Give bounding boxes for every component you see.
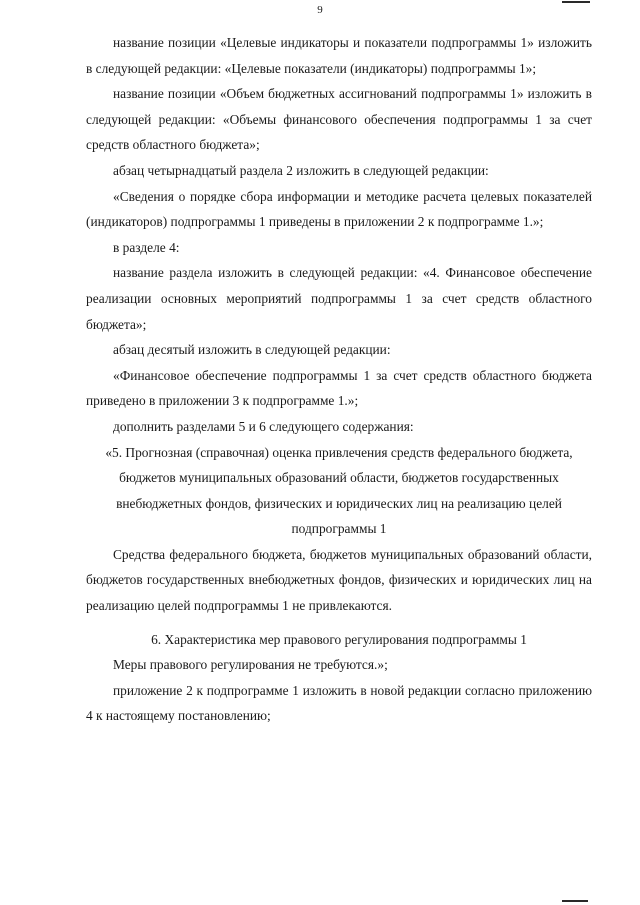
scan-mark-bottom — [562, 900, 588, 902]
paragraph-7: абзац десятый изложить в следующей редакции: — [113, 342, 391, 358]
paragraph-3: абзац четырнадцатый раздела 2 изложить в следующей редакции: — [113, 162, 489, 178]
section-gap — [86, 619, 592, 627]
scan-mark-top — [562, 1, 590, 3]
section-5-heading: «5. Прогнозная (справочная) оценка привлечения средств федерального бюджета, бюджетов муниципальных образований области, бюджетов государственных внебюджетных фондов, физических и юридических лиц на реализацию целей подпрограммы 1 — [105, 444, 573, 537]
paragraph-5: в разделе 4: — [113, 239, 180, 255]
document-body — [86, 30, 592, 729]
section-5-text: Средства федерального бюджета, бюджетов муниципальных образований области, бюджетов государственных внебюджетных фондов, физических и юридических лиц на реализацию целей подпрограммы 1 не привлекаются. — [86, 546, 592, 614]
final-paragraph: приложение 2 к подпрограмме 1 изложить в новой редакции согласно приложению 4 к настоящему постановлению; — [86, 682, 592, 724]
section-6-text: Меры правового регулирования не требуются.»; — [113, 657, 388, 673]
paragraph-2: название позиции «Объем бюджетных ассигнований подпрограммы 1» изложить в следующей редакции: «Объемы финансового обеспечения подпрограммы 1 за счет средств областного бюджета»; — [86, 86, 592, 153]
paragraph-9: дополнить разделами 5 и 6 следующего содержания: — [113, 418, 414, 434]
paragraph-8: «Финансовое обеспечение подпрограммы 1 за счет средств областного бюджета приведено в приложении 3 к подпрограмме 1.»; — [86, 367, 592, 409]
paragraph-6: название раздела изложить в следующей редакции: «4. Финансовое обеспечение реализации основных мероприятий подпрограммы 1 за счет средств областного бюджета»; — [86, 265, 592, 332]
paragraph-1: название позиции «Целевые индикаторы и показатели подпрограммы 1» изложить в следующей редакции: «Целевые показатели (индикаторы) подпрограммы 1»; — [86, 35, 592, 76]
section-6-heading: 6. Характеристика мер правового регулирования подпрограммы 1 — [151, 631, 527, 647]
page-number: 9 — [317, 4, 323, 16]
paragraph-4: «Сведения о порядке сбора информации и методике расчета целевых показателей (индикаторов) подпрограммы 1 приведены в приложении 2 к подпрограмме 1.»; — [86, 188, 592, 230]
